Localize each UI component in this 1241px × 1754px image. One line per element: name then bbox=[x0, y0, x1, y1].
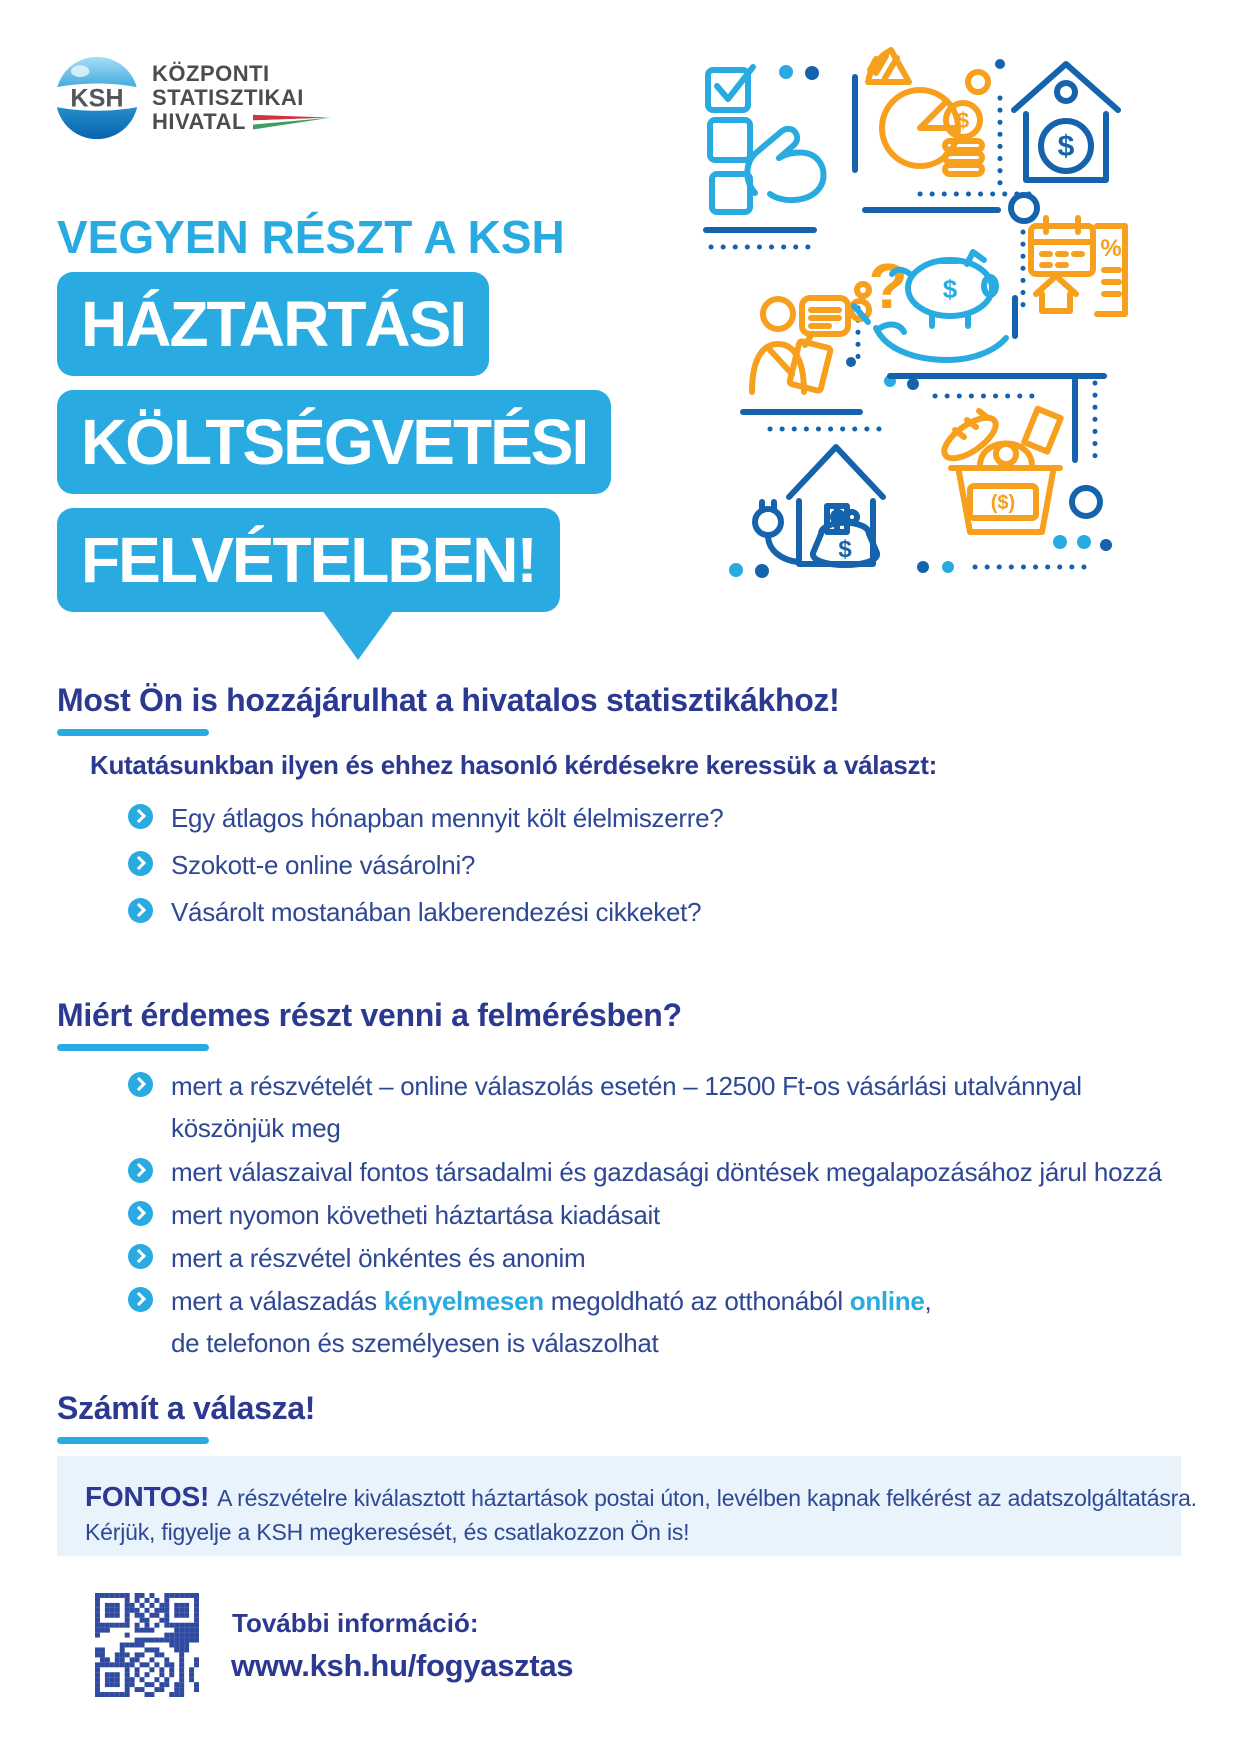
chevron-bullet-icon bbox=[128, 1158, 153, 1183]
dot bbox=[995, 59, 1005, 69]
hungarian-flag-icon bbox=[253, 114, 331, 131]
piggy-bank-icon bbox=[892, 252, 996, 326]
list-item-text: mert válaszaival fontos társadalmi és gazdasági döntések megalapozásához járul hozzá bbox=[171, 1157, 1162, 1187]
title-box-haztartasi: HÁZTARTÁSI bbox=[57, 272, 489, 376]
dot bbox=[779, 65, 793, 79]
ksh-logo bbox=[55, 56, 331, 140]
logo-line-1: KÖZPONTI bbox=[152, 61, 270, 86]
dot bbox=[1100, 539, 1112, 551]
coin-purse-icon bbox=[813, 512, 877, 565]
svg-text:($): ($) bbox=[990, 492, 1016, 514]
chevron-bullet-icon bbox=[128, 1287, 153, 1312]
list-item bbox=[128, 1241, 585, 1279]
checklist-icon bbox=[708, 67, 753, 212]
survey-url-link[interactable]: www.ksh.hu/fogyasztas bbox=[231, 1648, 574, 1683]
list-item bbox=[128, 848, 475, 886]
list-item-text: Vásárolt mostanában lakberendezési cikkeket? bbox=[171, 897, 702, 927]
qr-code bbox=[95, 1593, 199, 1697]
section2-heading: Miért érdemes részt venni a felmérésben? bbox=[57, 997, 682, 1033]
more-info-label: További információ: bbox=[232, 1608, 479, 1638]
list-item-text: mert a válaszadás kényelmesen megoldható az otthonából online, de telefonon és személyesen is válaszolhat bbox=[171, 1286, 932, 1358]
dot bbox=[907, 378, 919, 390]
list-item bbox=[128, 1069, 1082, 1149]
list-item bbox=[128, 801, 723, 839]
house-money-icon bbox=[1014, 64, 1118, 180]
logo-line-3: HIVATAL bbox=[152, 109, 246, 134]
circle-accent bbox=[1072, 488, 1100, 516]
title-kicker: VEGYEN RÉSZT A KSH bbox=[57, 211, 565, 263]
important-label: FONTOS! bbox=[85, 1481, 210, 1512]
dot bbox=[917, 561, 929, 573]
important-text-line2: Kérjük, figyelje a KSH megkeresését, és csatlakozzon Ön is! bbox=[85, 1519, 690, 1545]
list-item-text: mert nyomon követheti háztartása kiadásait bbox=[171, 1200, 660, 1230]
section3-heading: Számít a válasza! bbox=[57, 1390, 316, 1426]
chevron-bullet-icon bbox=[128, 1201, 153, 1226]
svg-text:$: $ bbox=[942, 274, 958, 304]
list-item-text: mert a részvétel önkéntes és anonim bbox=[171, 1243, 586, 1273]
highlight-kenyelmesen: kényelmesen bbox=[383, 1286, 544, 1316]
list-item-text: Szokott-e online vásárolni? bbox=[171, 850, 476, 880]
list-item bbox=[128, 895, 701, 933]
svg-text:?: ? bbox=[868, 250, 908, 322]
highlight-online: online bbox=[849, 1286, 925, 1316]
percent-receipt-icon bbox=[1097, 226, 1125, 314]
dot bbox=[755, 564, 769, 578]
list-item bbox=[128, 1155, 1162, 1193]
dot bbox=[805, 66, 819, 80]
shopping-basket-icon bbox=[938, 409, 1061, 532]
hero-illustration bbox=[618, 40, 1196, 602]
bread-icon bbox=[938, 410, 1002, 466]
chevron-bullet-icon bbox=[128, 804, 153, 829]
heading-underline bbox=[57, 729, 209, 736]
list-item bbox=[128, 1284, 931, 1364]
section1-heading: Most Ön is hozzájárulhat a hivatalos statisztikákhoz! bbox=[57, 682, 840, 718]
section1-intro: Kutatásunkban ilyen és ehhez hasonló kérdésekre keressük a választ: bbox=[90, 750, 937, 780]
svg-text:%: % bbox=[1100, 235, 1122, 262]
important-box bbox=[57, 1456, 1197, 1556]
dot bbox=[1053, 535, 1067, 549]
ksh-logo-sphere bbox=[55, 56, 139, 140]
dollar-coins-icon bbox=[945, 103, 982, 174]
circle-accent bbox=[1011, 195, 1037, 221]
svg-text:$: $ bbox=[838, 536, 852, 563]
chevron-bullet-icon bbox=[128, 1244, 153, 1269]
heading-underline bbox=[57, 1437, 209, 1444]
dot bbox=[846, 357, 856, 367]
clipboard-icon bbox=[789, 341, 831, 391]
chevron-bullet-icon bbox=[128, 1072, 153, 1097]
chevron-bullet-icon bbox=[128, 851, 153, 876]
house-plug-icon bbox=[789, 447, 883, 564]
dot bbox=[1077, 535, 1091, 549]
title-box-koltsegvetesi: KÖLTSÉGVETÉSI bbox=[57, 390, 611, 494]
list-item bbox=[128, 1198, 660, 1236]
important-text-line1: A részvételre kiválasztott háztartások postai úton, levélben kapnak felkérést az adatszolgáltatásra. bbox=[217, 1485, 1197, 1511]
chevron-bullet-icon bbox=[128, 898, 153, 923]
small-house-icon bbox=[1036, 276, 1076, 311]
dot bbox=[942, 561, 954, 573]
svg-text:$: $ bbox=[956, 108, 970, 133]
heading-underline bbox=[57, 1044, 209, 1051]
title-box-felvetelben: FELVÉTELBEN! bbox=[57, 508, 560, 612]
circle-accent bbox=[968, 72, 988, 92]
plug-icon bbox=[755, 502, 798, 562]
hand-pointer-icon bbox=[747, 129, 823, 200]
list-item-text: mert a részvételét – online válaszolás esetén – 12500 Ft-os vásárlási utalvánnyal köszönjük meg bbox=[171, 1071, 1082, 1143]
logo-line-2: STATISZTIKAI bbox=[152, 85, 304, 110]
calendar-icon bbox=[1031, 218, 1093, 274]
logo-text bbox=[152, 62, 331, 134]
logo-ksh-text: KSH bbox=[70, 84, 124, 113]
svg-text:$: $ bbox=[1057, 130, 1075, 163]
speech-bubble-icon bbox=[802, 298, 848, 345]
dot bbox=[729, 563, 743, 577]
speech-bubble-tail bbox=[322, 610, 394, 660]
list-item-text: Egy átlagos hónapban mennyit költ élelmiszerre? bbox=[171, 803, 724, 833]
